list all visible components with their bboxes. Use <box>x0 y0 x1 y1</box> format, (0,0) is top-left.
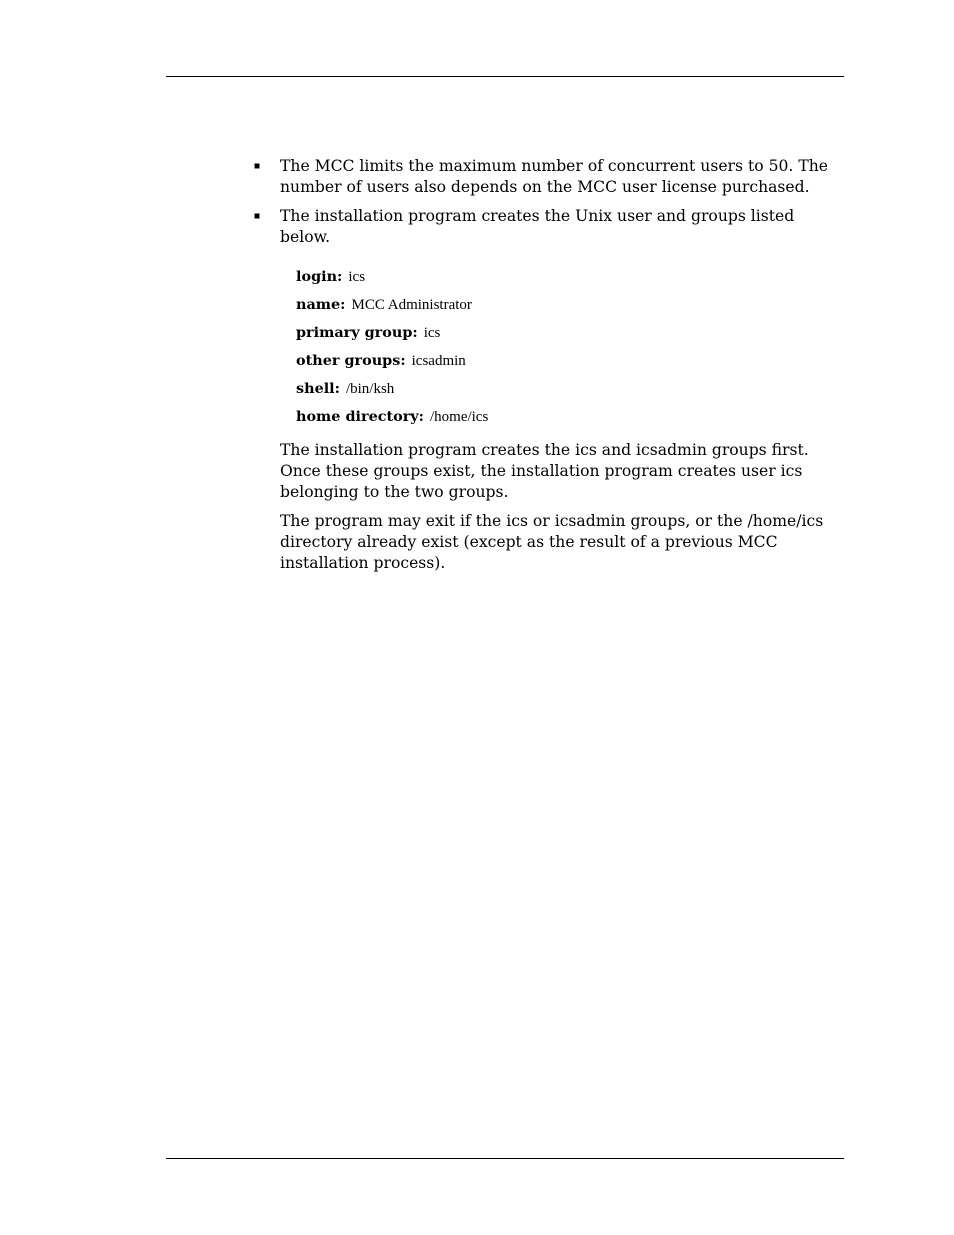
text-line: The MCC limits the maximum number of concurrent users to 50. The <box>280 157 829 175</box>
paragraph-groups-created <box>280 440 840 503</box>
bullet-marker <box>255 214 260 219</box>
bullet-marker <box>255 164 260 169</box>
field-value: ics <box>423 325 441 341</box>
field-shell <box>296 380 394 398</box>
field-label: other groups: <box>296 352 406 369</box>
header-rule <box>166 76 844 77</box>
text-line: Once these groups exist, the installation program creates user ics <box>280 462 803 480</box>
field-other-groups <box>296 352 466 370</box>
text-line: The installation program creates the ics and icsadmin groups first. <box>280 441 809 459</box>
field-value: /home/ics <box>429 409 489 425</box>
text-line: The installation program creates the Unix user and groups listed <box>280 207 795 225</box>
field-label: login: <box>296 268 343 285</box>
field-home-directory <box>296 408 488 426</box>
field-value: /bin/ksh <box>345 381 395 397</box>
text-line: belonging to the two groups. <box>280 483 509 501</box>
field-value: icsadmin <box>411 353 466 369</box>
field-label: name: <box>296 296 346 313</box>
text-line: installation process). <box>280 554 446 572</box>
field-value: MCC Administrator <box>351 297 472 313</box>
bullet-text-concurrent-users <box>280 156 840 198</box>
field-login <box>296 268 365 286</box>
text-line: directory already exist (except as the result of a previous MCC <box>280 533 778 551</box>
paragraph-program-exit <box>280 511 840 574</box>
field-value: ics <box>348 269 366 285</box>
field-label: home directory: <box>296 408 424 425</box>
field-label: shell: <box>296 380 340 397</box>
text-line: number of users also depends on the MCC user license purchased. <box>280 178 810 196</box>
field-name <box>296 296 472 314</box>
text-line: below. <box>280 228 331 246</box>
field-primary-group <box>296 324 440 342</box>
text-line: The program may exit if the ics or icsadmin groups, or the /home/ics <box>280 512 824 530</box>
bullet-text-unix-user <box>280 206 840 248</box>
field-label: primary group: <box>296 324 418 341</box>
footer-rule <box>166 1158 844 1159</box>
